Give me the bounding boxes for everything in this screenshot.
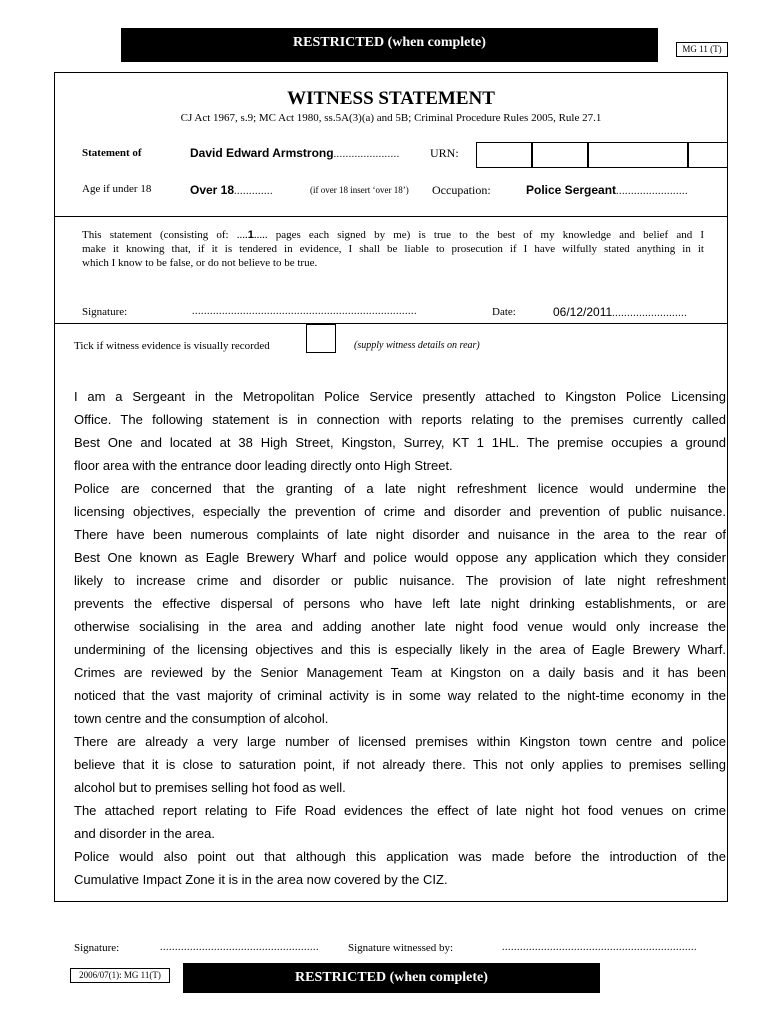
form-title: WITNESS STATEMENT [287, 88, 495, 109]
statement-line: town centre and the consumption of alcohol. [74, 711, 329, 726]
witnessed-by-label: Signature witnessed by: [348, 942, 454, 954]
statement-line: and disorder in the area. [74, 826, 215, 841]
statement-line: Best One and located at 38 High Street, Kingston, Surrey, KT 1 1HL. The premise occupies a ground [74, 435, 726, 450]
section-divider-2 [54, 323, 728, 324]
age-field[interactable] [190, 183, 273, 197]
visual-record-label: Tick if witness evidence is visually recorded [74, 340, 270, 352]
statement-line: floor area with the entrance door leading directly onto High Street. [74, 458, 453, 473]
statement-line: undermining of the licensing objectives and this is especially likely in the area of Eagle Brewery Wharf. [74, 642, 726, 657]
statement-line: I am a Sergeant in the Metropolitan Police Service presently attached to Kingston Police Licensing [74, 389, 726, 404]
witness-name-value: David Edward Armstrong [190, 146, 334, 160]
statement-line: Police would also point out that although this application was made before the introduction of the [74, 849, 726, 864]
declaration-line-2: make it knowing that, if it is tendered in evidence, I shall be liable to prosecution if I have wilfully stated anything in it [82, 243, 704, 255]
statement-line: prevents the effective dispersal of persons who have left late night drinking establishments, or are [74, 596, 726, 611]
statement-line: Office. The following statement is in connection with reports relating to the premises currently called [74, 412, 726, 427]
occupation-value: Police Sergeant [526, 183, 617, 197]
restricted-banner-bottom: RESTRICTED (when complete) [183, 963, 600, 993]
occupation-label: Occupation: [432, 183, 491, 197]
occupation-dots: ........................ [616, 186, 689, 197]
urn-boxes [476, 142, 728, 166]
declaration-line-1: This statement (consisting of: ....1..... pages each signed by me) is true to the best of my knowledge and belief and I [82, 229, 705, 241]
statement-line: Best One known as Eagle Brewery Wharf and police would oppose any application which they consider [74, 550, 726, 565]
footer-form-code: 2006/07(1): MG 11(T) [70, 968, 170, 983]
statement-line: Police are concerned that the granting of a late night refreshment licence would undermine the [74, 481, 726, 496]
urn-cell-2[interactable] [531, 142, 589, 168]
date-dots: ......................... [612, 308, 688, 319]
age-label: Age if under 18 [82, 183, 152, 195]
urn-cell-3[interactable] [587, 142, 689, 168]
statement-line: believe that it is close to saturation point, if not already there. This not only applies to premises selling [74, 757, 726, 772]
section-divider-1 [54, 216, 728, 217]
page-count: 1 [247, 229, 254, 241]
statement-of-label: Statement of [82, 147, 142, 159]
statement-line: There are already a very large number of licensed premises within Kingston town centre and police [74, 734, 726, 749]
urn-cell-1[interactable] [476, 142, 533, 168]
statement-line: There have been numerous complaints of late night disorder and nuisance in the area to the rear of [74, 527, 726, 542]
witness-name-dots: ...................... [333, 149, 400, 160]
footer-signature-label: Signature: [74, 942, 120, 954]
date-field[interactable] [553, 305, 687, 319]
witness-name-field[interactable] [190, 146, 400, 160]
date-label: Date: [492, 306, 516, 318]
footer-signature-field[interactable]: ..................................................... [160, 942, 319, 953]
statement-line: likely to increase crime and disorder or public nuisance. The provision of late night refreshment [74, 573, 726, 588]
statement-body [74, 385, 726, 891]
statement-line: The attached report relating to Fife Road evidences the effect of late night hot food venues on crime [74, 803, 726, 818]
form-subtitle: CJ Act 1967, s.9; MC Act 1980, ss.5A(3)(a) and 5B; Criminal Procedure Rules 2005, Rule 27.1 [180, 112, 602, 124]
occupation-field[interactable] [526, 183, 688, 197]
statement-line: licensing objectives, especially the prevention of crime and disorder and prevention of public nuisance. [74, 504, 726, 519]
statement-line: noticed that the vast majority of criminal activity is in some way related to the night-time economy in the [74, 688, 726, 703]
restricted-banner-top: RESTRICTED (when complete) [121, 28, 658, 62]
visual-record-note: (supply witness details on rear) [354, 340, 480, 351]
date-value: 06/12/2011 [553, 305, 613, 319]
visual-record-checkbox[interactable] [306, 324, 336, 353]
statement-line: otherwise socialising in the area and adding another late night food venue would only increase the [74, 619, 726, 634]
signature-label: Signature: [82, 306, 128, 318]
statement-line: Crimes are reviewed by the Senior Management Team at Kingston on a daily basis and it has been [74, 665, 726, 680]
declaration-text [82, 228, 704, 270]
urn-cell-4[interactable] [687, 142, 728, 168]
witnessed-by-field[interactable]: ................................................................. [502, 942, 697, 953]
declaration-line-3: which I know to be false, or do not believe to be true. [82, 257, 318, 269]
age-note: (if over 18 insert ‘over 18’) [310, 185, 409, 195]
urn-label: URN: [430, 146, 459, 160]
form-reference: MG 11 (T) [676, 42, 728, 57]
statement-line: alcohol but to premises selling hot food as well. [74, 780, 346, 795]
signature-field[interactable]: ........................................................................... [192, 306, 417, 317]
age-value: Over 18 [190, 183, 235, 197]
statement-line: Cumulative Impact Zone it is in the area now covered by the CIZ. [74, 872, 448, 887]
age-dots: ............. [234, 186, 274, 197]
